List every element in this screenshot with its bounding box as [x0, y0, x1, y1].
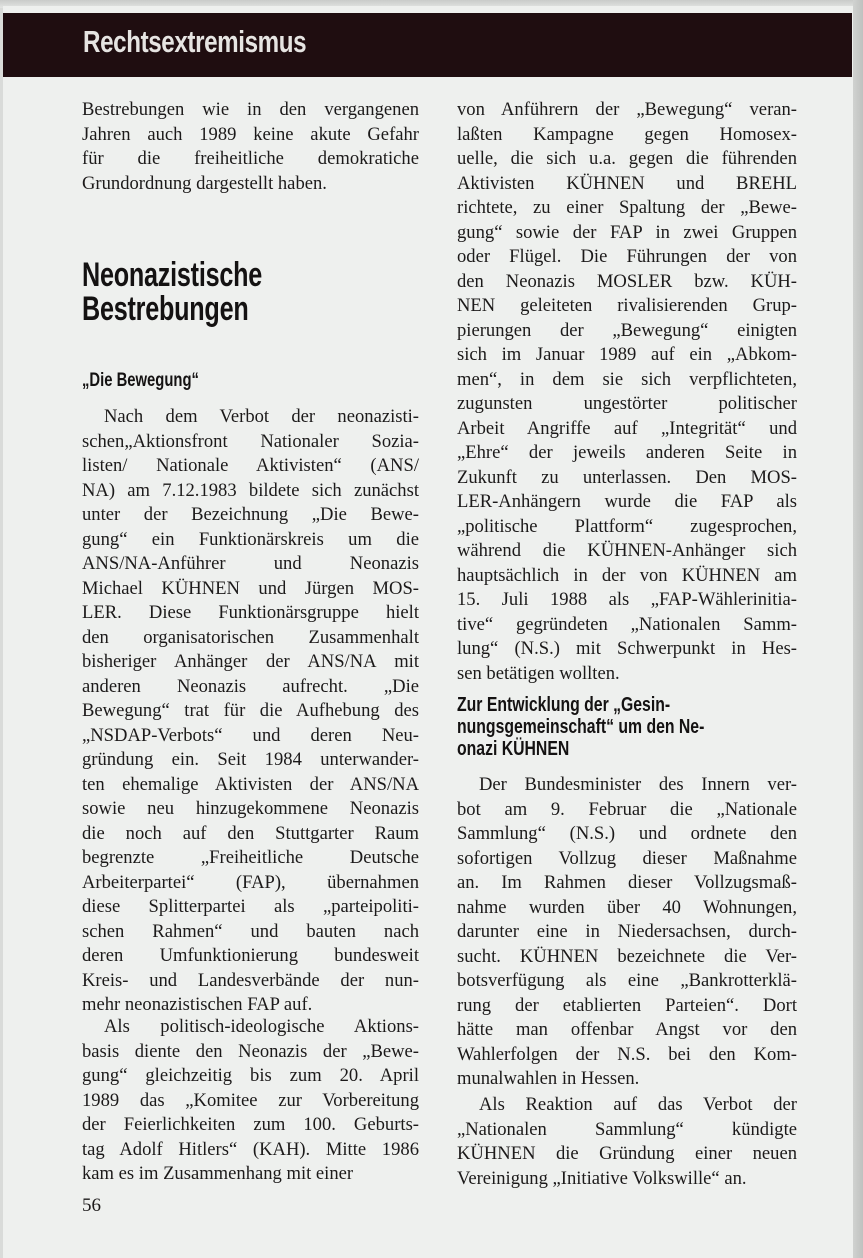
text-line: „Nationalen Sammlung“ kündigte	[457, 1118, 797, 1140]
text-line: hätte man offenbar Angst vor den	[457, 1019, 797, 1040]
text-line: Zukunft zu unterlassen. Den MOS-	[457, 466, 797, 488]
page-number: 56	[82, 1195, 101, 1216]
text-line: men“, in dem sie sich verpflichteten,	[457, 368, 797, 390]
paragraph-continued	[457, 98, 797, 686]
text-line: hauptsächlich in der von KÜHNEN am	[457, 564, 797, 586]
text-line: Kreis- und Landesverbände der nun-	[82, 969, 419, 991]
text-line: zugunsten ungestörter politischer	[457, 393, 797, 414]
text-line: gung“ gleichzeitig bis zum 20. April	[82, 1065, 419, 1086]
text-line: uelle, die sich u.a. gegen die führenden	[457, 148, 797, 169]
paragraph-die-bewegung-2	[82, 1015, 419, 1187]
text-line: Grundordnung dargestellt haben.	[82, 172, 327, 194]
text-line: während die KÜHNEN-Anhänger sich	[457, 540, 797, 561]
text-line: Als politisch-ideologische Aktions-	[104, 1016, 419, 1037]
text-line: Sammlung“ (N.S.) und ordnete den	[457, 823, 797, 844]
text-line: Jahren auch 1989 keine akute Gefahr	[82, 123, 419, 145]
text-line: schen Rahmen“ und bauten nach	[82, 920, 419, 942]
subheading-gesinnungsgemeinschaft	[457, 694, 796, 760]
text-line: Vereinigung „Initiative Volkswille“ an.	[457, 1167, 747, 1189]
text-line: Arbeiterpartei“ (FAP), übernahmen	[82, 871, 419, 893]
text-line: sowie neu hinzugekommene Neonazis	[82, 798, 419, 819]
text-line: sich im Januar 1989 auf ein „Abkom-	[457, 344, 797, 365]
paragraph-verbot	[457, 773, 797, 1092]
text-line: Als Reaktion auf das Verbot der	[479, 1094, 797, 1115]
text-line: Bewegung“ trat für die Aufhebung des	[82, 700, 419, 721]
text-line: richtete, zu einer Spaltung der „Bewe-	[457, 197, 797, 218]
subheading-die-bewegung: „Die Bewegung“	[82, 370, 199, 391]
text-line: listen/ Nationale Aktivisten“ (ANS/	[82, 455, 419, 476]
text-line: rung der etablierten Parteien“. Dort	[457, 994, 797, 1016]
text-line: LER. Diese Funktionärsgruppe hielt	[82, 602, 419, 623]
subheading-line: nungsgemeinschaft“ um den Ne-	[457, 715, 705, 738]
text-line: von Anführern der „Bewegung“ veran-	[457, 99, 797, 120]
text-line: Arbeit Angriffe auf „Integrität“ und	[457, 417, 797, 439]
text-line: 1989 das „Komitee zur Vorbereitung	[82, 1089, 419, 1111]
intro-paragraph	[82, 98, 419, 196]
text-line: deren Umfunktionierung bundesweit	[82, 945, 419, 966]
text-line: „Ehre“ der jeweils anderen Seite in	[457, 442, 797, 463]
text-line: mehr neonazistischen FAP auf.	[82, 994, 313, 1015]
text-line: sen betätigen wollten.	[457, 662, 620, 684]
text-line: Aktivisten KÜHNEN und BREHL	[457, 172, 797, 194]
text-line: unter der Bezeichnung „Die Bewe-	[82, 504, 419, 525]
text-line: an. Im Rahmen dieser Vollzugsmaß-	[457, 872, 797, 893]
text-line: tive“ gegründeten „Nationalen Samm-	[457, 613, 797, 635]
paragraph-reaktion	[457, 1093, 797, 1191]
text-line: ANS/NA-Anführer und Neonazis	[82, 553, 419, 574]
text-line: Nach dem Verbot der neonazisti-	[104, 406, 419, 427]
chapter-heading-line: Bestrebungen	[82, 290, 249, 328]
text-line: Michael KÜHNEN und Jürgen MOS-	[82, 577, 419, 599]
text-line: für die freiheitliche demokratiche	[82, 148, 419, 169]
text-line: sofortigen Vollzug dieser Maßnahme	[457, 847, 797, 869]
text-line: anderen Neonazis aufrecht. „Die	[82, 675, 419, 697]
text-line: darunter eine in Niedersachsen, durch-	[457, 921, 797, 942]
text-line: munalwahlen in Hessen.	[457, 1068, 640, 1089]
text-line: gung“ ein Funktionärskreis um die	[82, 528, 419, 550]
text-line: den organisatorischen Zusammenhalt	[82, 626, 419, 648]
text-line: kam es im Zusammenhang mit einer	[82, 1163, 354, 1184]
scan-right-edge	[853, 0, 863, 1258]
text-line: der Feierlichkeiten zum 100. Geburts-	[82, 1114, 419, 1135]
text-line: Der Bundesminister des Innern ver-	[479, 774, 797, 795]
text-line: botsverfügung als eine „Bankrotterklä-	[457, 970, 797, 991]
text-line: den Neonazis MOSLER bzw. KÜH-	[457, 270, 797, 292]
text-line: bot am 9. Februar die „Nationale	[457, 798, 797, 820]
text-line: diese Splitterpartei als „parteipoliti-	[82, 896, 419, 917]
paragraph-die-bewegung-1	[82, 405, 419, 1018]
chapter-heading	[82, 258, 262, 326]
text-line: bisheriger Anhänger der ANS/NA mit	[82, 651, 419, 672]
text-line: tag Adolf Hitlers“ (KAH). Mitte 1986	[82, 1138, 419, 1160]
text-line: oder Flügel. Die Führungen der von	[457, 246, 797, 267]
text-line: NEN geleiteten rivalisierenden Grup-	[457, 295, 797, 316]
text-line: lung“ (N.S.) mit Schwerpunkt in Hes-	[457, 638, 797, 659]
text-line: laßten Kampagne gegen Homosex-	[457, 123, 797, 145]
text-line: ten ehemalige Aktivisten der ANS/NA	[82, 773, 419, 795]
text-line: begrenzte „Freiheitliche Deutsche	[82, 847, 419, 868]
text-line: „politische Plattform“ zugesprochen,	[457, 515, 797, 537]
text-line: basis diente den Neonazis der „Bewe-	[82, 1040, 419, 1062]
text-line: gründung ein. Seit 1984 unterwander-	[82, 749, 419, 770]
section-title: Rechtsextremismus	[83, 24, 307, 59]
text-line: sucht. KÜHNEN bezeichnete die Ver-	[457, 945, 797, 967]
subheading-line: onazi KÜHNEN	[457, 737, 570, 760]
text-line: nahme wurden über 40 Wohnungen,	[457, 896, 797, 918]
text-line: KÜHNEN die Gründung einer neuen	[457, 1143, 797, 1164]
chapter-heading-line: Neonazistische	[82, 256, 263, 294]
text-line: „NSDAP-Verbots“ und deren Neu-	[82, 724, 419, 746]
text-line: NA) am 7.12.1983 bildete sich zunächst	[82, 479, 419, 501]
text-line: schen„Aktionsfront Nationaler Sozia-	[82, 430, 419, 452]
text-line: gung“ sowie der FAP in zwei Gruppen	[457, 221, 797, 243]
subheading-line: Zur Entwicklung der „Gesin-	[457, 693, 671, 716]
text-line: 15. Juli 1988 als „FAP-Wählerinitia-	[457, 589, 797, 610]
text-line: die noch auf den Stuttgarter Raum	[82, 822, 419, 844]
text-line: Wahlerfolgen der N.S. bei den Kom-	[457, 1043, 797, 1065]
text-line: Bestrebungen wie in den vergangenen	[82, 99, 419, 120]
text-line: LER-Anhängern wurde die FAP als	[457, 491, 797, 512]
text-line: pierungen der „Bewegung“ einigten	[457, 319, 797, 341]
